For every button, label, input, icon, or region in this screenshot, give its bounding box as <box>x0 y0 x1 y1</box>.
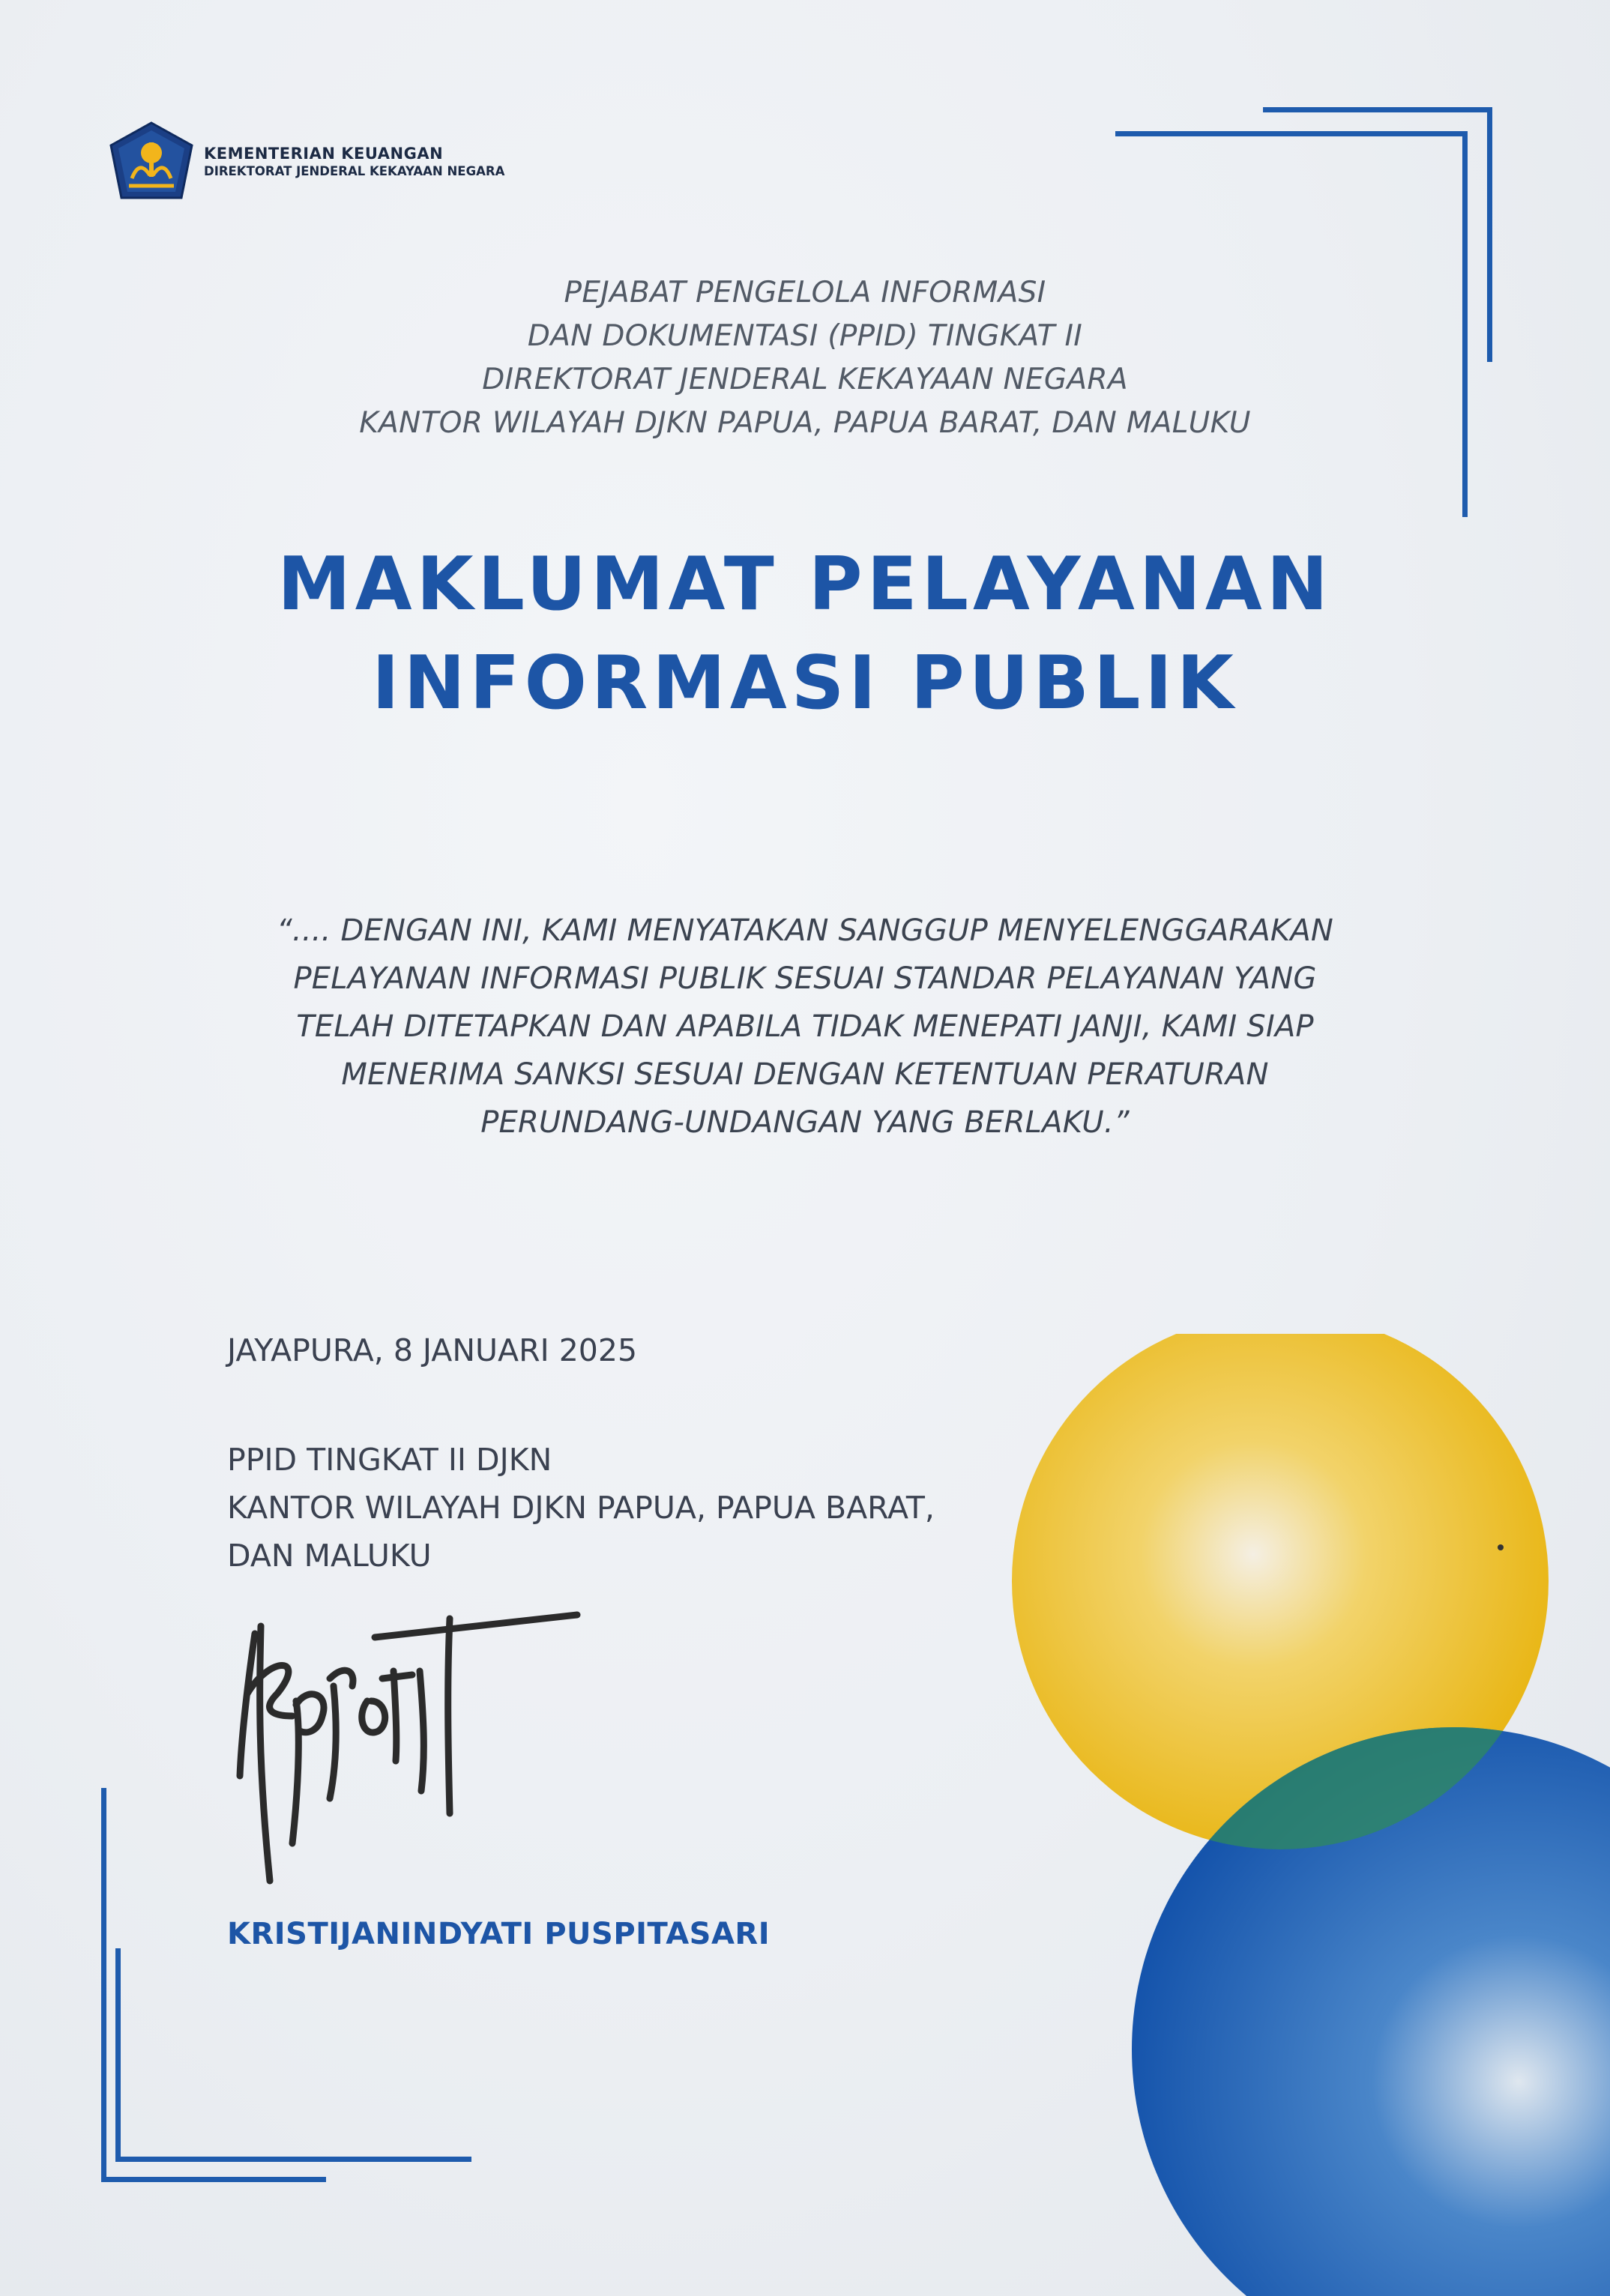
issuer-heading-line: KANTOR WILAYAH DJKN PAPUA, PAPUA BARAT, DAN MALUKU <box>359 406 1251 440</box>
corner-bracket-top-right-outer-h <box>1263 107 1492 112</box>
document-title-line: MAKLUMAT PELAYANAN <box>277 542 1333 627</box>
issuer-heading-line: PEJABAT PENGELOLA INFORMASI <box>564 276 1046 309</box>
quote-line: PELAYANAN INFORMASI PUBLIK SESUAI STANDAR PELAYANAN YANG <box>293 961 1317 996</box>
corner-bracket-bottom-left-outer-h <box>101 2177 326 2182</box>
quote-line: TELAH DITETAPKAN DAN APABILA TIDAK MENEPATI JANJI, KAMI SIAP <box>296 1009 1314 1044</box>
kemenkeu-emblem-icon <box>106 120 196 204</box>
quote-line: PERUNDANG-UNDANGAN YANG BERLAKU.” <box>480 1105 1130 1140</box>
issue-date: JAYAPURA, 8 JANUARI 2025 <box>227 1332 638 1368</box>
quote-line: MENERIMA SANKSI SESUAI DENGAN KETENTUAN PERATURAN <box>341 1057 1269 1092</box>
corner-bracket-bottom-left-inner-v <box>115 1948 121 2161</box>
document-title <box>0 535 1610 733</box>
header-logo <box>106 120 504 204</box>
decorative-circles <box>974 1334 1610 2296</box>
issuer-heading <box>0 271 1610 445</box>
corner-bracket-top-right-inner-h <box>1115 131 1468 136</box>
issuer-heading-line: DIREKTORAT JENDERAL KEKAYAAN NEGARA <box>482 363 1128 396</box>
corner-bracket-bottom-left-inner-h <box>115 2157 471 2162</box>
office-name <box>227 1436 935 1580</box>
signer-name: KRISTIJANINDYATI PUSPITASARI <box>227 1917 771 1951</box>
quote-line: “.... DENGAN INI, KAMI MENYATAKAN SANGGUP MENYELENGGARAKAN <box>277 913 1333 948</box>
handwritten-signature <box>225 1604 600 1903</box>
office-line: DAN MALUKU <box>227 1538 432 1574</box>
issuer-heading-line: DAN DOKUMENTASI (PPID) TINGKAT II <box>527 319 1083 353</box>
corner-bracket-bottom-left-outer-v <box>101 1788 106 2181</box>
document-title-line: INFORMASI PUBLIK <box>372 641 1238 726</box>
org-name: KEMENTERIAN KEUANGAN <box>204 145 444 163</box>
office-line: KANTOR WILAYAH DJKN PAPUA, PAPUA BARAT, <box>227 1490 935 1526</box>
declaration-quote <box>0 907 1610 1147</box>
office-line: PPID TINGKAT II DJKN <box>227 1442 552 1478</box>
org-subname: DIREKTORAT JENDERAL KEKAYAAN NEGARA <box>204 164 505 178</box>
